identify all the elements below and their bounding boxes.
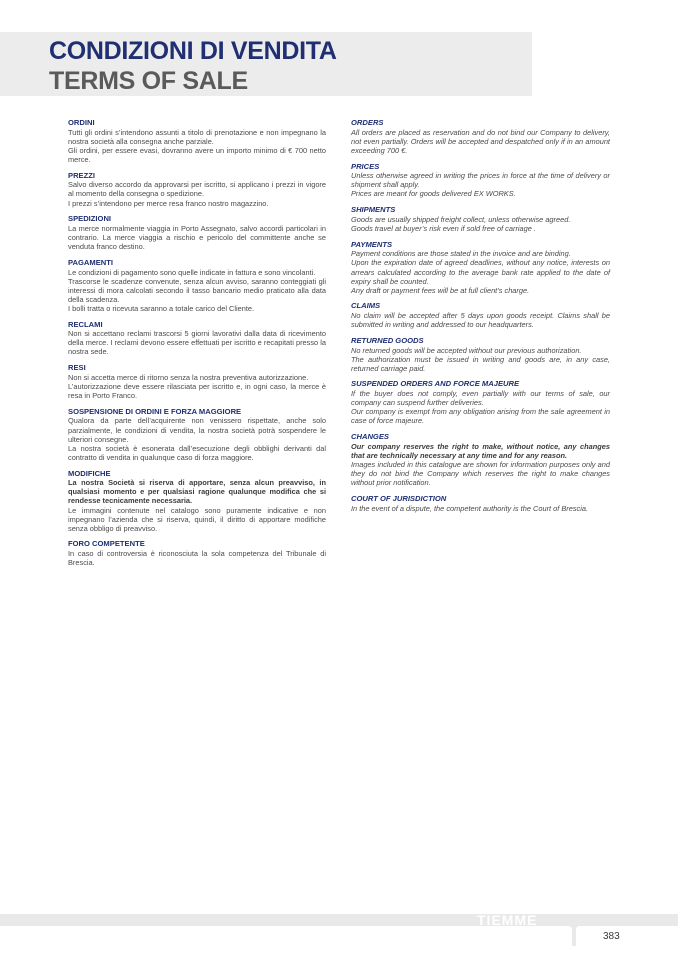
section-paragraph: All orders are placed as reservation and do not bind our Company to delivery, not even partially. Orders will be accepted and despatched only if in an amount exceeding 700 €. <box>351 127 610 155</box>
section-paragraph: No claim will be accepted after 5 days upon goods receipt. Claims shall be submitted in writing and addressed to our headquarters. <box>351 311 610 330</box>
italian-section <box>68 171 326 208</box>
section-heading: CHANGES <box>351 432 389 442</box>
section-paragraph: La merce normalmente viaggia in Porto Assegnato, salvo accordi particolari in contrario. La merce viaggia a rischio e pericolo del committente anche se venduta franco destino. <box>68 223 326 252</box>
section-paragraph: Unless otherwise agreed in writing the prices in force at the time of delivery or shipment shall apply. <box>351 171 610 190</box>
section-paragraph: Images included in this catalogue are shown for information purposes only and they do not bind the Company which reserves the right to make changes without prior notification. <box>351 460 610 488</box>
section-paragraph: In caso di controversia è riconosciuta la sola competenza del Tribunale di Brescia. <box>68 549 326 568</box>
section-paragraph: Qualora da parte dell’acquirente non venissero rispettate, anche solo parzialmente, le condizioni di vendita, la nostra società potrà sospendere le ulteriori consegne. <box>68 416 326 444</box>
section-paragraph: I bolli tratta o ricevuta saranno a totale carico del Cliente. <box>68 303 255 313</box>
section-heading: PAYMENTS <box>351 239 393 249</box>
section-paragraph: Le condizioni di pagamento sono quelle indicate in fattura e sono vincolanti. <box>68 267 316 277</box>
english-section <box>351 240 610 295</box>
section-paragraph: I prezzi s’intendono per merce resa franco nostro magazzino. <box>68 198 269 208</box>
italian-section <box>68 258 326 313</box>
section-paragraph: Salvo diverso accordo da approvarsi per iscritto, si applicano i prezzi in vigore al momento della consegna o spedizione. <box>68 180 326 199</box>
italian-section <box>68 363 326 400</box>
section-heading: PRICES <box>351 161 380 171</box>
english-section <box>351 494 610 513</box>
section-paragraph: Non si accettano reclami trascorsi 5 giorni lavorativi dalla data di ricevimento della merce. I reclami devono essere effettuati per iscritto e recapitati presso la nostra sede. <box>68 329 326 357</box>
section-heading: RESI <box>68 363 86 373</box>
section-heading: ORDERS <box>351 118 384 127</box>
english-section <box>351 379 610 425</box>
section-paragraph: Goods travel at buyer’s risk even if sold free of carriage . <box>351 223 536 233</box>
section-paragraph: La nostra società è esonerata dall’esecuzione degli obblighi derivanti dal contratto di vendita in qualunque caso di forza maggiore. <box>68 443 326 462</box>
italian-column <box>68 118 326 574</box>
section-paragraph: Any draft or payment fees will be at full client’s charge. <box>351 285 530 295</box>
section-heading: COURT OF JURISDICTION <box>351 493 447 503</box>
section-paragraph: No returned goods will be accepted without our previous authorization. <box>351 345 582 355</box>
italian-section <box>68 118 326 164</box>
section-paragraph: Tutti gli ordini s’intendono assunti a titolo di prenotazione e non impegnano la nostra società alla consegna anche parziale. <box>68 127 326 146</box>
page-title-english: TERMS OF SALE <box>49 67 248 95</box>
italian-section <box>68 320 326 357</box>
section-bold-paragraph: La nostra Società si riserva di apportare, senza alcun preavviso, in qualsiasi momento e per qualsiasi ragione qualunque modifica che si rendesse tecnicamente necessaria. <box>68 478 326 506</box>
section-heading: FORO COMPETENTE <box>68 539 145 549</box>
section-heading: SOSPENSIONE DI ORDINI E FORZA MAGGIORE <box>68 406 242 416</box>
section-paragraph: Our company is exempt from any obligation arising from the sale agreement in case of force majeure. <box>351 407 610 426</box>
section-paragraph: L’autorizzazione deve essere rilasciata per iscritto e, in ogni caso, la merce è resa in Porto Franco. <box>68 381 326 401</box>
italian-section <box>68 539 326 567</box>
section-heading: MODIFICHE <box>68 468 111 478</box>
section-heading: PAGAMENTI <box>68 257 113 267</box>
english-section <box>351 336 610 373</box>
english-section <box>351 162 610 199</box>
english-section <box>351 205 610 233</box>
english-section <box>351 432 610 487</box>
section-paragraph: Prices are meant for goods delivered EX WORKS. <box>351 189 516 199</box>
section-heading: PREZZI <box>68 170 96 180</box>
brand-logo: TIEMME <box>477 912 538 928</box>
italian-section <box>68 407 326 462</box>
brand-mark-shape <box>552 914 586 946</box>
section-paragraph: Gli ordini, per essere evasi, dovranno avere un importo minimo di € 700 netto merce. <box>68 145 326 164</box>
english-section <box>351 118 610 155</box>
page-number: 383 <box>603 931 620 942</box>
section-heading: SPEDIZIONI <box>68 214 112 224</box>
english-column <box>351 118 610 519</box>
section-paragraph: In the event of a dispute, the competent authority is the Court of Brescia. <box>351 503 589 513</box>
italian-section <box>68 469 326 533</box>
italian-section <box>68 214 326 251</box>
section-heading: SUSPENDED ORDERS AND FORCE MAJEURE <box>351 379 520 389</box>
section-heading: RECLAMI <box>68 319 103 329</box>
section-bold-paragraph: Our company reserves the right to make, without notice, any changes that are technically necessary at any time and for any reason. <box>351 441 610 460</box>
section-paragraph: Le immagini contenute nel catalogo sono puramente indicative e non impegnano l’azienda che si riserva, quindi, il diritto di apportare modifiche senza obbligo di preavviso. <box>68 505 326 533</box>
section-paragraph: Non si accetta merce di ritorno senza la nostra preventiva autorizzazione. <box>68 372 309 382</box>
section-paragraph: Payment conditions are those stated in the invoice and are binding. <box>351 249 571 259</box>
section-heading: ORDINI <box>68 118 95 127</box>
page-title-italian: CONDIZIONI DI VENDITA <box>49 37 337 65</box>
section-paragraph: Upon the expiration date of agreed deadlines, without any notice, interests on arrears calculated according to the average bank rate applied to the date of expiry shall be counted. <box>351 258 610 286</box>
section-paragraph: Goods are usually shipped freight collect, unless otherwise agreed. <box>351 214 571 224</box>
section-paragraph: If the buyer does not comply, even partially with our terms of sale, our company can suspend further deliveries. <box>351 389 610 408</box>
section-paragraph: The authorization must be issued in writing and goods are, in any case, returned carriage paid. <box>351 354 610 373</box>
section-heading: SHIPMENTS <box>351 205 396 215</box>
section-heading: CLAIMS <box>351 301 381 311</box>
section-paragraph: Trascorse le scadenze convenute, senza alcun avviso, saranno conteggiati gli interessi di mora calcolati secondo il tasso bancario medio praticato alla data della scadenza. <box>68 276 326 304</box>
section-heading: RETURNED GOODS <box>351 335 424 345</box>
english-section <box>351 301 610 329</box>
